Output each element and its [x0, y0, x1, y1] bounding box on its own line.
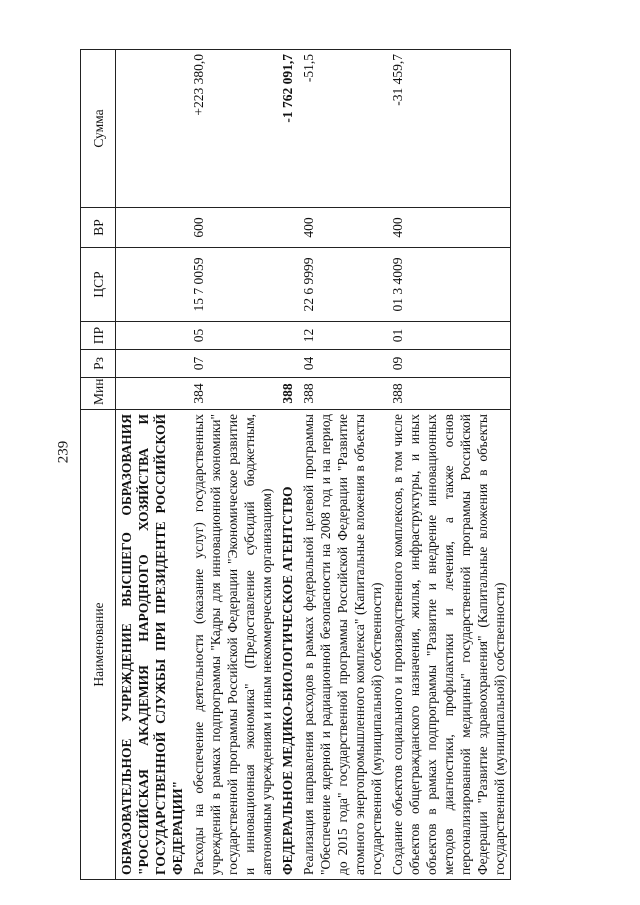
header-name: Наименование: [81, 410, 116, 880]
row-min: [116, 378, 189, 410]
row-pr: [116, 322, 189, 350]
row-pr: [277, 322, 298, 350]
row-rz: 09: [387, 350, 511, 378]
row-sum: -31 459,7: [387, 50, 511, 208]
header-min: Мин: [81, 378, 116, 410]
row-sum: [116, 50, 189, 208]
header-pr: ПР: [81, 322, 116, 350]
table-row: [298, 50, 387, 880]
row-min: 384: [188, 378, 277, 410]
table-row: [387, 50, 511, 880]
row-rz: 07: [188, 350, 277, 378]
row-csr: 01 3 4009: [387, 248, 511, 322]
row-vr: 400: [387, 208, 511, 248]
budget-table: [80, 49, 511, 880]
row-rz: [277, 350, 298, 378]
row-csr: 22 6 9999: [298, 248, 387, 322]
row-csr: [277, 248, 298, 322]
row-pr: 12: [298, 322, 387, 350]
row-name: Реализация направления расходов в рамках федеральной целевой программы "Обеспечение ядерной и радиационной безопасности на 2008 год и на период до 2015 года" государственной программы Российской Федерации "Развитие атомного энергопромышленного комплекса" (Капитальные вложения в объекты государственной (муниципальной) собственности): [298, 410, 387, 880]
row-name: ФЕДЕРАЛЬНОЕ МЕДИКО-БИОЛОГИЧЕСКОЕ АГЕНТСТВО: [277, 410, 298, 880]
row-vr: 400: [298, 208, 387, 248]
row-min: 388: [277, 378, 298, 410]
row-min: 388: [298, 378, 387, 410]
table-row: [277, 50, 298, 880]
header-csr: ЦСР: [81, 248, 116, 322]
row-vr: [116, 208, 189, 248]
table-row: [116, 50, 189, 880]
row-sum: -1 762 091,7: [277, 50, 298, 208]
row-sum: +223 380,0: [188, 50, 277, 208]
table-row: [188, 50, 277, 880]
row-name: Создание объектов социального и производственного комплексов, в том числе объектов общегражданского назначения, жилья, инфраструктуры, и иных объектов в рамках подпрограммы "Развитие и внедрение инновационных методов диагностики, профилактики и лечения, а также основ персонализированной медицины" государственной программы Российской Федерации "Развитие здравоохранения" (Капитальные вложения в объекты государственной (муниципальной) собственности): [387, 410, 511, 880]
table-header-row: [81, 50, 116, 880]
header-rz: Рз: [81, 350, 116, 378]
rotated-page-content: [80, 50, 620, 880]
page-number: 239: [55, 440, 72, 464]
row-pr: 01: [387, 322, 511, 350]
header-vr: ВР: [81, 208, 116, 248]
row-csr: [116, 248, 189, 322]
row-sum: -51,5: [298, 50, 387, 208]
header-sum: Сумма: [81, 50, 116, 208]
row-name: Расходы на обеспечение деятельности (оказание услуг) государственных учреждений в рамках подпрограммы "Кадры для инновационной экономики" государственной программы Российской Федерации "Экономическое развитие и инновационная экономика" (Предоставление субсидий бюджетным, автономным учреждениям и иным некоммерческим организациям): [188, 410, 277, 880]
row-min: 388: [387, 378, 511, 410]
row-name: ОБРАЗОВАТЕЛЬНОЕ УЧРЕЖДЕНИЕ ВЫСШЕГО ОБРАЗОВАНИЯ "РОССИЙСКАЯ АКАДЕМИЯ НАРОДНОГО ХОЗЯЙСТВА И ГОСУДАРСТВЕННОЙ СЛУЖБЫ ПРИ ПРЕЗИДЕНТЕ РОССИЙСКОЙ ФЕДЕРАЦИИ": [116, 410, 189, 880]
row-rz: 04: [298, 350, 387, 378]
row-rz: [116, 350, 189, 378]
row-pr: 05: [188, 322, 277, 350]
row-csr: 15 7 0059: [188, 248, 277, 322]
row-vr: [277, 208, 298, 248]
row-vr: 600: [188, 208, 277, 248]
